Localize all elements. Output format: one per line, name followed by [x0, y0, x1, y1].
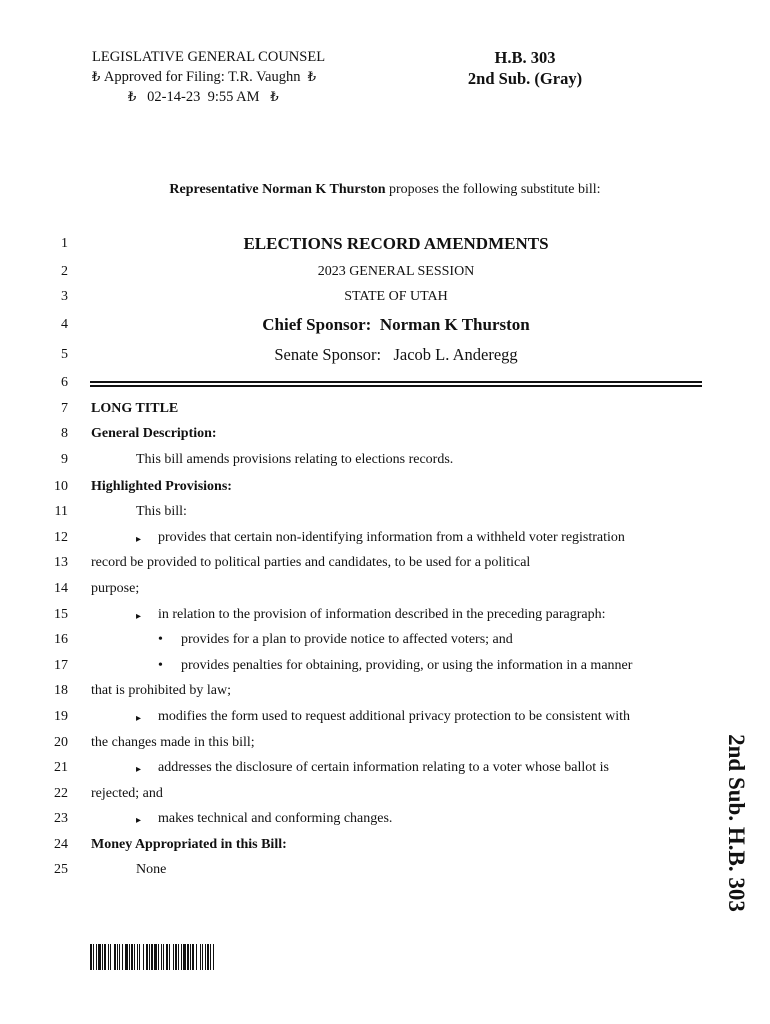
long-title-heading: LONG TITLE — [91, 401, 179, 416]
line-number: 12 — [54, 530, 68, 545]
provision-text: rejected; and — [91, 786, 163, 801]
mark-right: ₺ — [307, 69, 316, 84]
arrow-bullet-icon: ▸ — [136, 713, 142, 724]
header-counsel-block — [92, 47, 352, 107]
dot-bullet-icon: • — [158, 632, 163, 647]
proposal-sponsor: Representative Norman K Thurston — [169, 182, 386, 197]
provision-text: provides that certain non-identifying information from a withheld voter registration — [158, 530, 625, 545]
provision-text: addresses the disclosure of certain information relating to a voter whose ballot is — [158, 760, 609, 775]
line-number: 14 — [54, 581, 68, 596]
arrow-bullet-icon: ▸ — [136, 815, 142, 826]
general-description-heading: General Description: — [91, 426, 217, 441]
line-number: 1 — [61, 236, 68, 251]
provision-text: makes technical and conforming changes. — [158, 811, 393, 826]
line-number: 21 — [54, 760, 68, 775]
this-bill-label: This bill: — [136, 504, 187, 519]
side-bill-label: 2nd Sub. H.B. 303 — [724, 734, 749, 912]
bill-number: H.B. 303 — [494, 48, 556, 67]
line-number: 2 — [61, 264, 68, 279]
line-number: 22 — [54, 786, 68, 801]
mark-left: ₺ — [128, 89, 137, 104]
line-number: 16 — [54, 632, 68, 647]
arrow-bullet-icon: ▸ — [136, 764, 142, 775]
line-number: 11 — [54, 504, 68, 519]
title-divider-top — [90, 381, 702, 383]
mark-left: ₺ — [92, 69, 101, 84]
substitute-label: 2nd Sub. (Gray) — [467, 69, 583, 88]
provision-text: record be provided to political parties and candidates, to be used for a political — [91, 555, 531, 570]
dot-bullet-icon: • — [158, 658, 163, 673]
provision-text: the changes made in this bill; — [91, 735, 255, 750]
line-number: 24 — [54, 837, 68, 852]
session-label: 2023 GENERAL SESSION — [317, 264, 475, 279]
money-appropriated-value: None — [136, 862, 167, 877]
approval-line — [92, 67, 352, 87]
line-number: 4 — [61, 317, 68, 332]
line-number: 6 — [61, 375, 68, 390]
line-number: 23 — [54, 811, 68, 826]
line-number: 20 — [54, 735, 68, 750]
senate-sponsor: Senate Sponsor: Jacob L. Anderegg — [274, 345, 518, 364]
title-divider-bottom — [90, 385, 702, 387]
provision-text: that is prohibited by law; — [91, 683, 231, 698]
arrow-bullet-icon: ▸ — [136, 534, 142, 545]
sub-provision-text: provides penalties for obtaining, providing, or using the information in a manner — [181, 658, 633, 673]
bill-title: ELECTIONS RECORD AMENDMENTS — [243, 234, 549, 253]
provision-text: modifies the form used to request additional privacy protection to be consistent with — [158, 709, 631, 724]
line-number: 3 — [61, 289, 68, 304]
line-number: 7 — [61, 401, 68, 416]
line-number: 17 — [54, 658, 68, 673]
arrow-bullet-icon: ▸ — [136, 611, 142, 622]
line-number: 15 — [54, 607, 68, 622]
line-number: 9 — [61, 452, 68, 467]
sub-provision-text: provides for a plan to provide notice to affected voters; and — [181, 632, 513, 647]
datetime-line — [92, 87, 352, 107]
line-number: 25 — [54, 862, 68, 877]
datetime-text: 02-14-23 9:55 AM — [147, 89, 260, 105]
approval-text: Approved for Filing: T.R. Vaughn — [103, 69, 301, 85]
line-number: 13 — [54, 555, 68, 570]
counsel-label: LEGISLATIVE GENERAL COUNSEL — [92, 49, 326, 65]
line-number: 8 — [61, 426, 68, 441]
line-number: 5 — [61, 347, 68, 362]
mark-right: ₺ — [270, 89, 279, 104]
line-number: 19 — [54, 709, 68, 724]
highlighted-provisions-heading: Highlighted Provisions: — [91, 479, 232, 494]
barcode-icon — [90, 944, 286, 970]
state-label: STATE OF UTAH — [344, 289, 448, 304]
line-number: 10 — [54, 479, 68, 494]
bill-id-block — [450, 47, 600, 89]
provision-text: in relation to the provision of information described in the preceding paragraph: — [158, 607, 606, 622]
chief-sponsor: Chief Sponsor: Norman K Thurston — [262, 315, 530, 334]
description-text: This bill amends provisions relating to elections records. — [136, 452, 454, 467]
provision-text: purpose; — [91, 581, 140, 596]
money-appropriated-heading: Money Appropriated in this Bill: — [91, 837, 287, 852]
line-number: 18 — [54, 683, 68, 698]
proposal-text: proposes the following substitute bill: — [385, 182, 601, 197]
proposal-line — [0, 182, 770, 198]
